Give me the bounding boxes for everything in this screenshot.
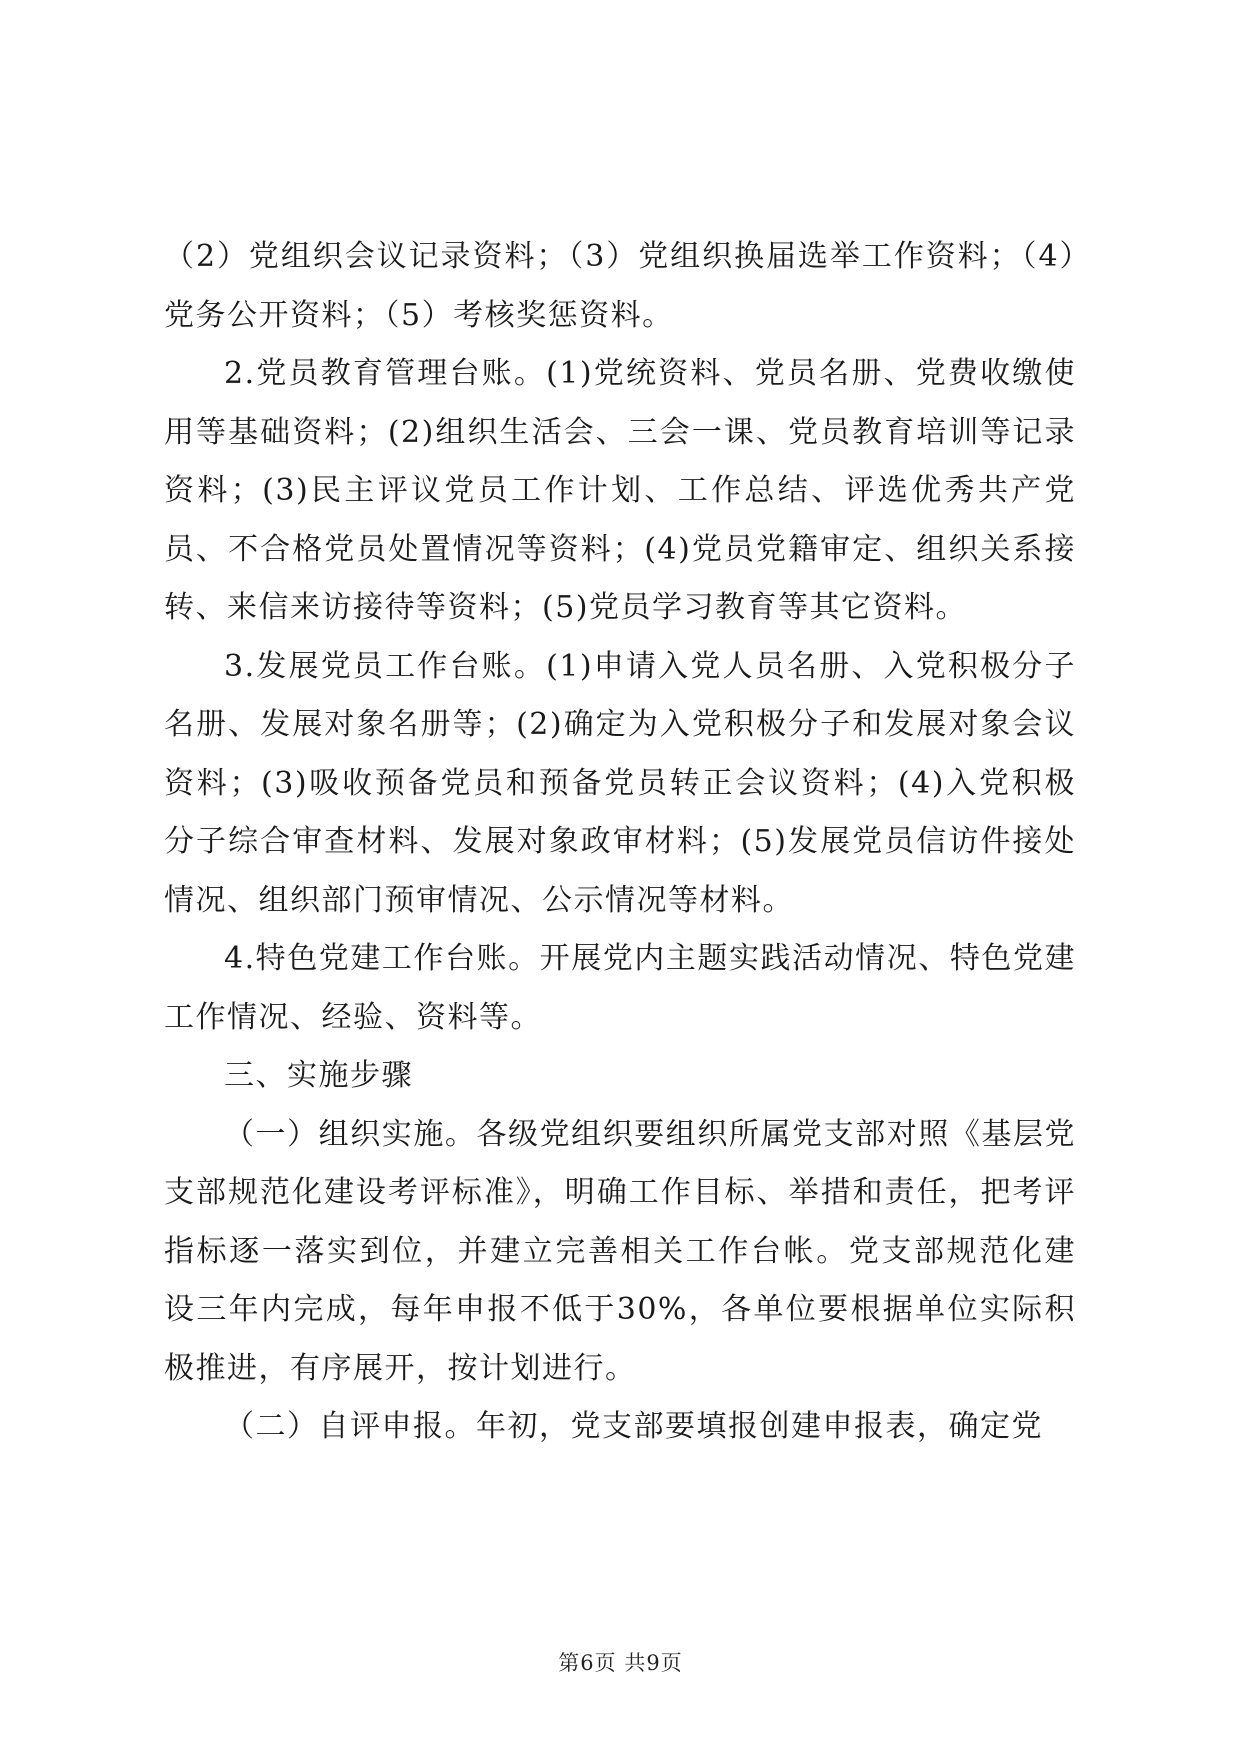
section-heading-implementation-steps: 三、实施步骤 xyxy=(224,1058,413,1093)
page-number-footer: 第6页 共9页 xyxy=(558,1651,683,1675)
document-body xyxy=(164,228,1076,1457)
paragraph-member-education-ledger: 2.党员教育管理台账。(1)党统资料、党员名册、党费收缴使用等基础资料；(2)组织生活会、三会一课、党员教育培训等记录资料；(3)民主评议党员工作计划、工作总结、评选优秀共产党员、不合格党员处置情况等资料；(4)党员党籍审定、组织关系接转、来信来访接待等资料；(5)党员学习教育等其它资料。 xyxy=(164,356,1076,625)
paragraph-featured-party-building-ledger: 4.特色党建工作台账。开展党内主题实践活动情况、特色党建工作情况、经验、资料等。 xyxy=(164,941,1076,1035)
paragraph-organize-implementation: （一）组织实施。各级党组织要组织所属党支部对照《基层党支部规范化建设考评标准》，明确工作目标、举措和责任，把考评指标逐一落实到位，并建立完善相关工作台帐。党支部规范化建设三年内完成，每年申报不低于30%，各单位要根据单位实际积极推进，有序展开，按计划进行。 xyxy=(164,1116,1076,1386)
paragraph-member-development-ledger: 3.发展党员工作台账。(1)申请入党人员名册、入党积极分子名册、发展对象名册等；(2)确定为入党积极分子和发展对象会议资料；(3)吸收预备党员和预备党员转正会议资料；(4)入党积极分子综合审查材料、发展对象政审材料；(5)发展党员信访件接处情况、组织部门预审情况、公示情况等材料。 xyxy=(164,648,1076,918)
paragraph-self-evaluation-declaration: （二）自评申报。年初，党支部要填报创建申报表，确定党 xyxy=(224,1409,1043,1444)
paragraph-continuation: （2）党组织会议记录资料；（3）党组织换届选举工作资料；（4）党务公开资料；（5）考核奖惩资料。 xyxy=(164,239,1076,333)
